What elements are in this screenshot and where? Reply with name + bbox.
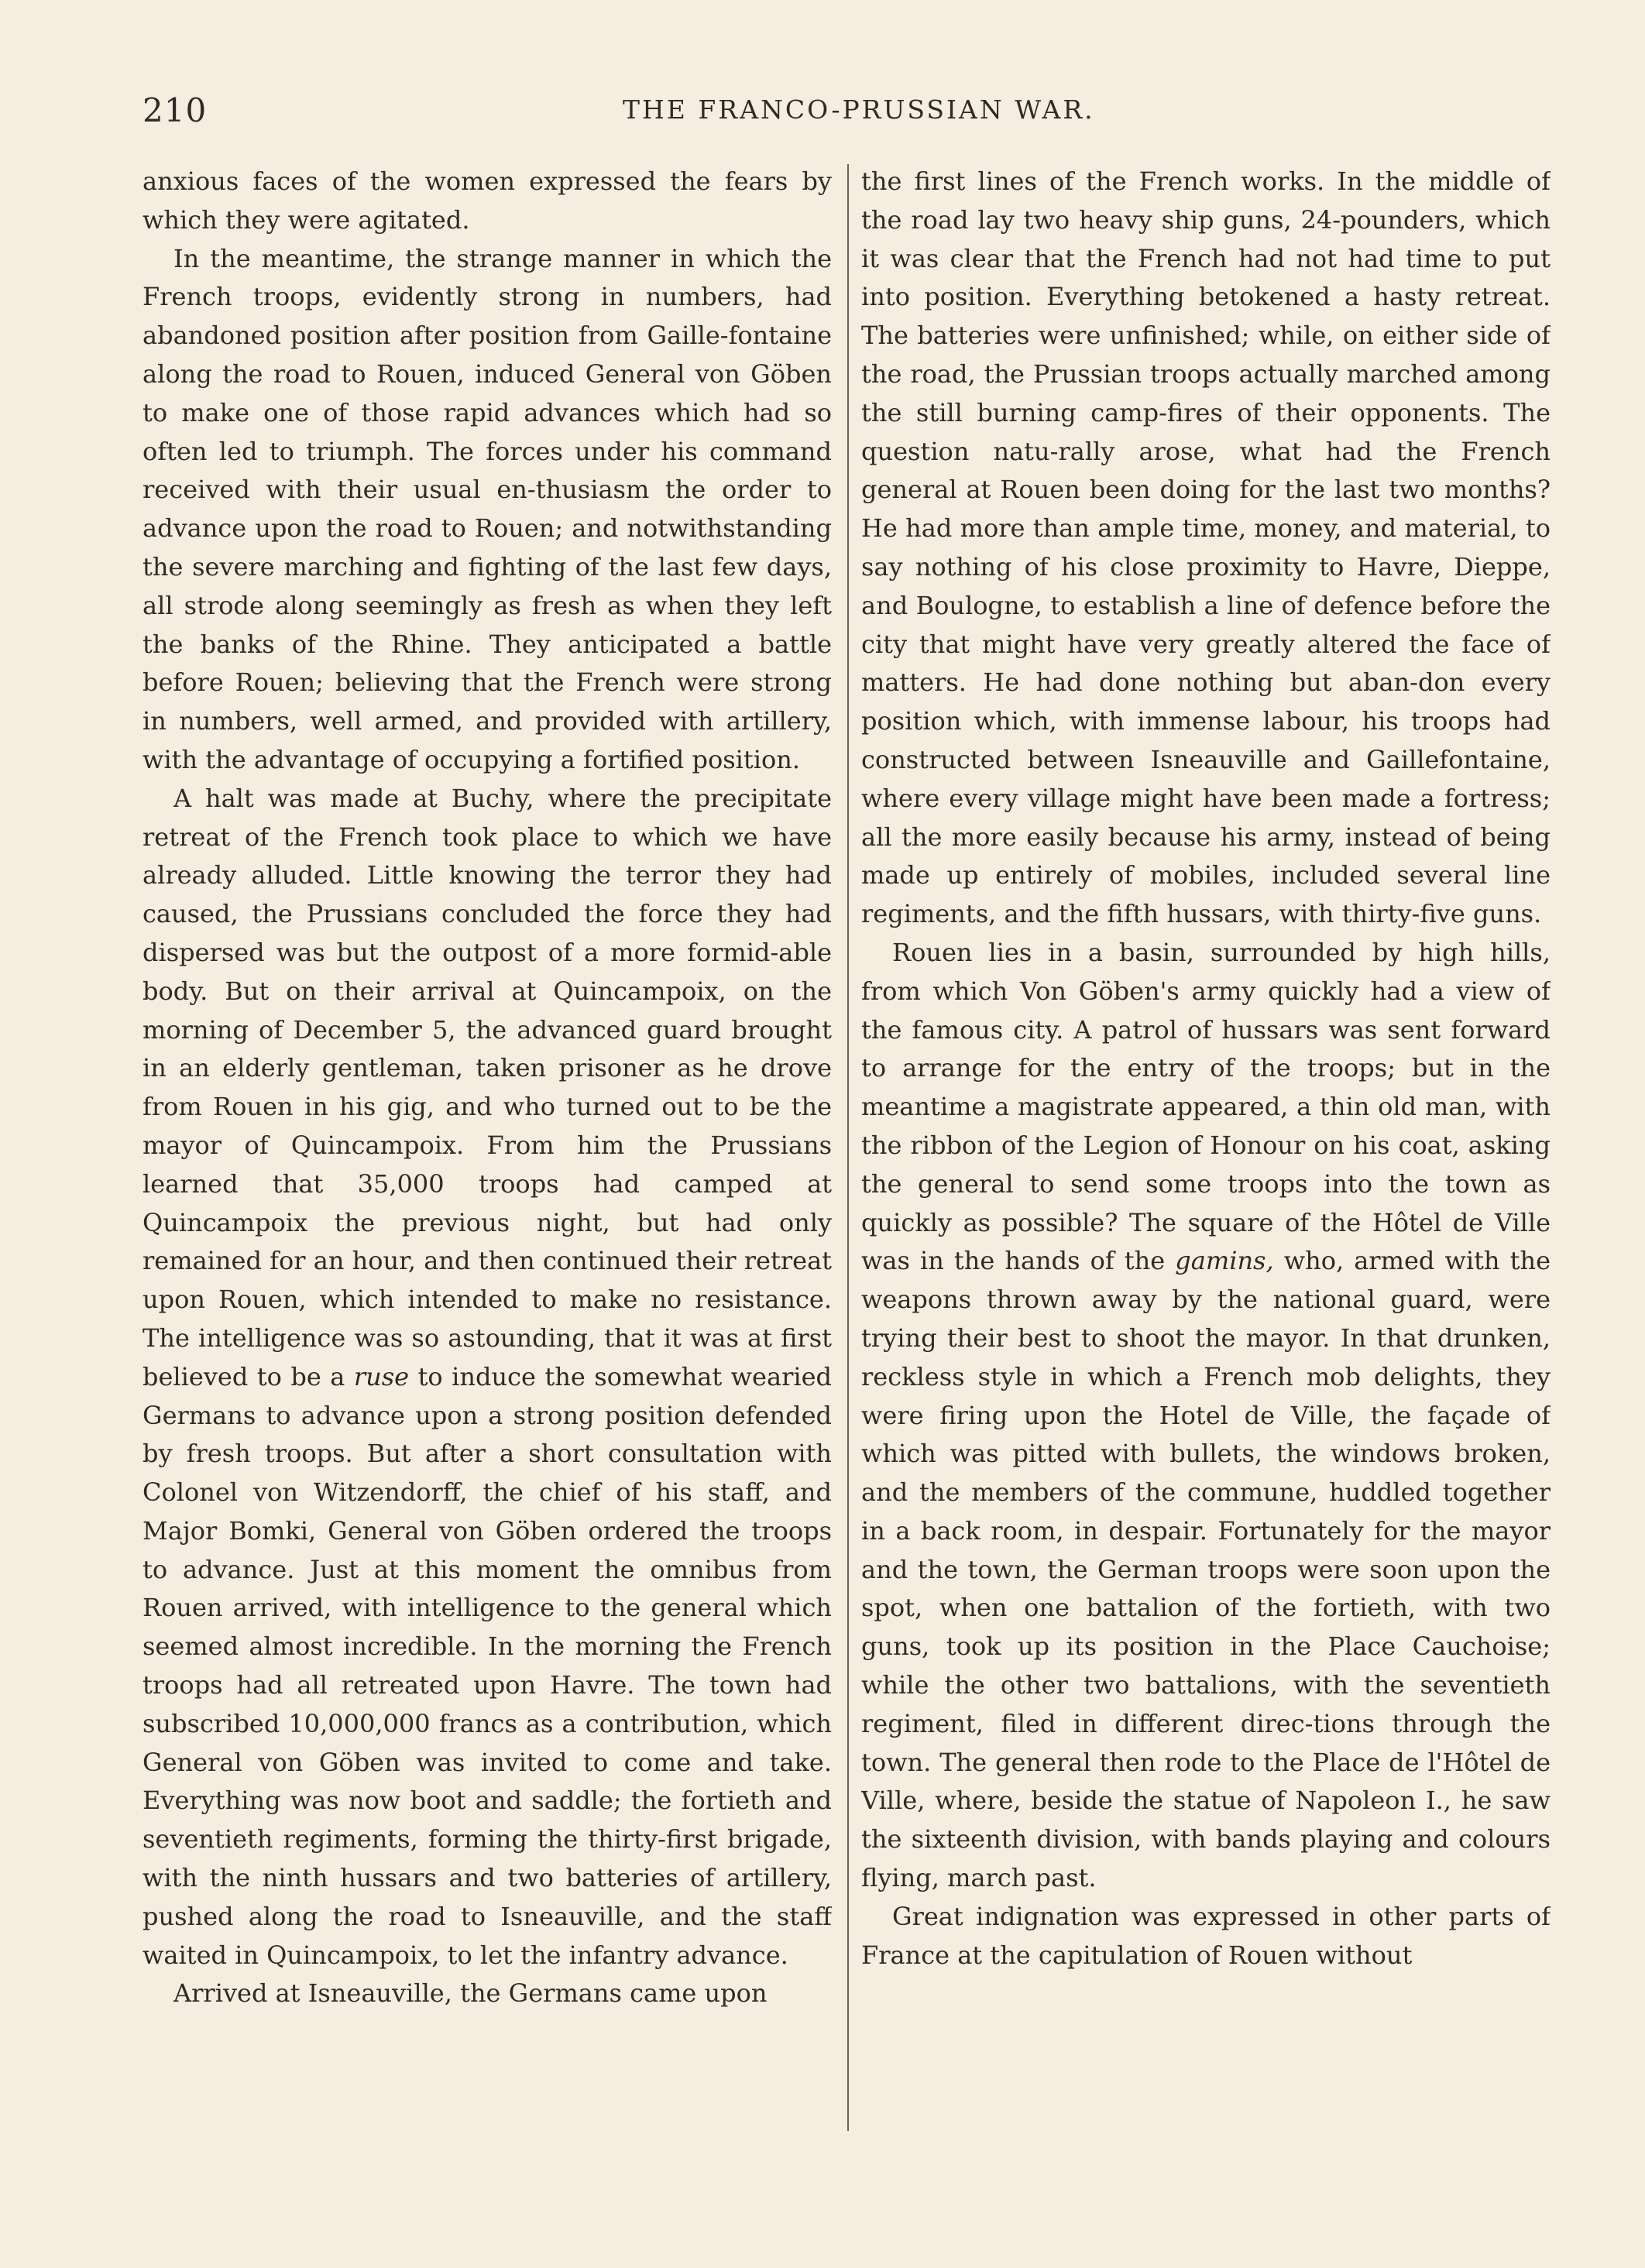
column-divider — [847, 164, 849, 2131]
text-run: A halt was made at Buchy, where the precipitate retreat of the French took place to which we have already alluded. Little knowing the terror they had caused, the Prussians concluded the force they had dispersed was but the outpost of a more formid-able body. But on their arrival at Quincampoix, on the morning of December 5, the advanced guard brought in an elderly gentleman, taken prisoner as he drove from Rouen in his gig, and who turned out to be the mayor of Quincampoix. From him the Prussians learned that 35,000 troops had camped at Quincampoix the previous night, but had only remained for an hour, and then continued their retreat upon Rouen, which intended to make no resistance. The intelligence was so astounding, that it was at first believed to be a — [143, 783, 832, 1391]
italic-term: ruse — [353, 1361, 410, 1391]
text-run: who, armed with the weapons thrown away by the national guard, were trying their best to shoot the mayor. In that drunken, reckless style in which a French mob delights, they were firing upon the Hotel de Ville, the façade of which was pitted with bullets, the windows broken, and the members of the commune, huddled together in a back room, in despair. Fortunately for the mayor and the town, the German troops were soon upon the spot, when one battalion of the fortieth, with two guns, took up its position in the Place Cauchoise; while the other two battalions, with the seventieth regiment, filed in different direc-tions through the town. The general then rode to the Place de l'Hôtel de Ville, where, beside the statue of Napoleon I., he saw the sixteenth division, with bands playing and colours flying, march past. — [861, 1246, 1551, 1893]
page-header — [143, 91, 1552, 141]
running-title: THE FRANCO-PRUSSIAN WAR. — [623, 94, 1095, 125]
page-number: 210 — [143, 91, 208, 129]
text-run: Rouen lies in a basin, surrounded by high hills, from which Von Göben's army quickly had a view of the famous city. A patrol of hussars was sent forward to arrange for the entry of the troops; but in the meantime a magistrate appeared, a thin old man, with the ribbon of the Legion of Honour on his coat, asking the general to send some troops into the town as quickly as possible? The square of the Hôtel de Ville was in the hands of the — [861, 937, 1551, 1276]
paragraph — [861, 934, 1551, 1898]
left-column — [143, 163, 832, 2145]
paragraph: anxious faces of the women expressed the fears by which they were agitated. — [143, 166, 832, 235]
italic-term: gamins, — [1175, 1246, 1274, 1276]
paragraph: the first lines of the French works. In the middle of the road lay two heavy ship guns, 24-pounders, which it was clear that the French had not had time to put into position. Everything betokened a hasty retreat. The batteries were unfinished; while, on either side of the road, the Prussian troops actually marched among the still burning camp-fires of their opponents. The question natu-rally arose, what had the French general at Rouen been doing for the last two months? He had more than ample time, money, and material, to say nothing of his close proximity to Havre, Dieppe, and Boulogne, to establish a line of defence before the city that might have very greatly altered the face of matters. He had done nothing but aban-don every position which, with immense labour, his troops had constructed between Isneauville and Gaillefontaine, where every village might have been made a fortress; all the more easily because his army, instead of being made up entirely of mobiles, included several line regiments, and the fifth hussars, with thirty-five guns. — [861, 166, 1551, 929]
right-column — [861, 163, 1551, 2145]
paragraph: Great indignation was expressed in other parts of France at the capitulation of Rouen without — [861, 1901, 1551, 1970]
paragraph — [143, 780, 832, 1975]
text-run: to induce the somewhat wearied Germans to advance upon a strong position defended by fresh troops. But after a short consultation with Colonel von Witzendorff, the chief of his staff, and Major Bomki, General von Göben ordered the troops to advance. Just at this moment the omnibus from Rouen arrived, with intelligence to the general which seemed almost incredible. In the morning the French troops had all retreated upon Havre. The town had subscribed 10,000,000 francs as a contribution, which General von Göben was invited to come and take. Everything was now boot and saddle; the fortieth and seventieth regiments, forming the thirty-first brigade, with the ninth hussars and two batteries of artillery, pushed along the road to Isneauville, and the staff waited in Quincampoix, to let the infantry advance. — [143, 1361, 832, 1970]
paragraph: In the meantime, the strange manner in which the French troops, evidently strong in numbers, had abandoned position after position from Gaille-fontaine along the road to Rouen, induced General von Göben to make one of those rapid advances which had so often led to triumph. The forces under his command received with their usual en-thusiasm the order to advance upon the road to Rouen; and notwithstanding the severe marching and fighting of the last few days, all strode along seemingly as fresh as when they left the banks of the Rhine. They anticipated a battle before Rouen; believing that the French were strong in numbers, well armed, and provided with artillery, with the advantage of occupying a fortified position. — [143, 243, 832, 774]
paragraph: Arrived at Isneauville, the Germans came upon — [173, 1978, 768, 2009]
